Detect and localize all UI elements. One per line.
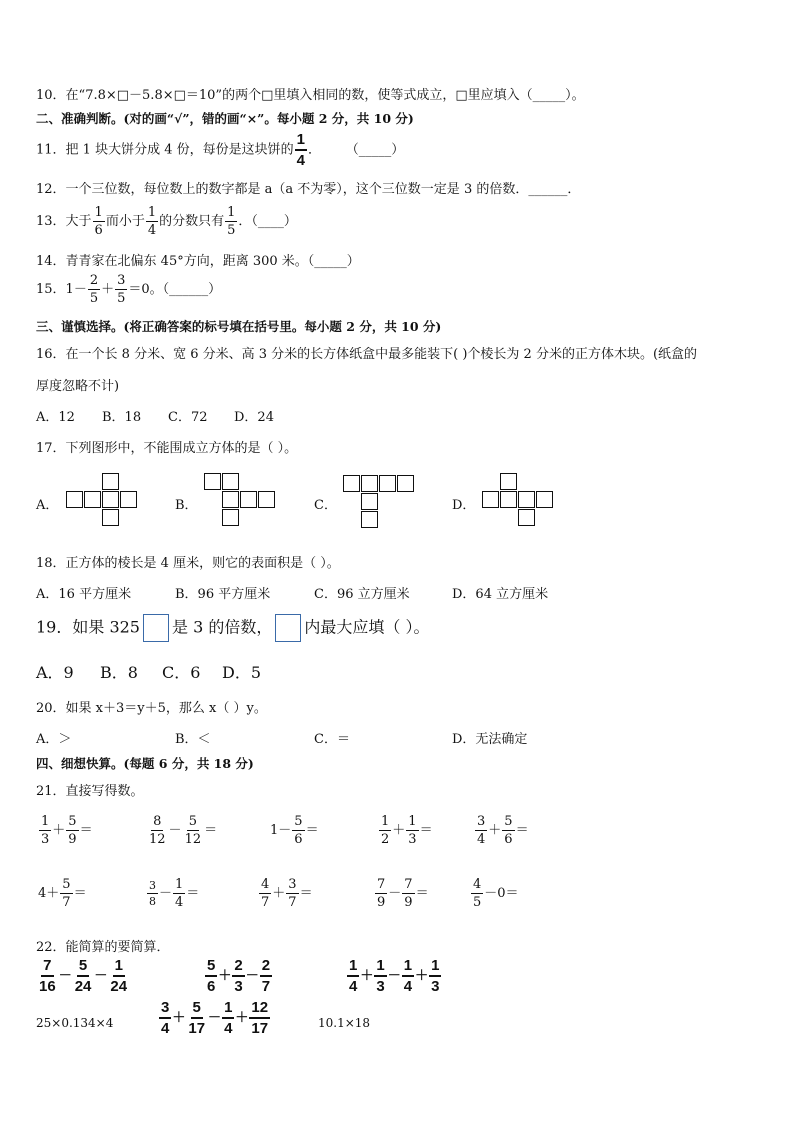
q13-fraction-3: $\frac{1}{5}$ — [227, 205, 236, 238]
question-16-line-2: 厚度忽略不计) — [36, 379, 120, 394]
q19-option-b[interactable]: B．8 — [100, 663, 138, 682]
question-10: 10．在“7.8×□－5.8×□＝10”的两个□里填入相同的数，使等式成立，□里应填入（_____）。 — [36, 88, 585, 103]
q22-expr-1: $\frac{7}{16}$ － $\frac{5}{24}$ － $\frac{1}{24}$ — [39, 957, 128, 995]
q21-expr-3: 1－ $\frac{5}{6}$ ＝ — [270, 814, 319, 847]
q15-fraction-1: $\frac{2}{5}$ — [89, 273, 99, 306]
q13-fraction-1: $\frac{1}{6}$ — [94, 205, 103, 238]
question-18: 18．正方体的棱长是 4 厘米，则它的表面积是（ ）。 — [36, 556, 340, 571]
q15-fraction-2: $\frac{3}{5}$ — [117, 273, 126, 306]
q21-expr-4: $\frac{1}{2}$ ＋ $\frac{1}{3}$ ＝ — [381, 814, 433, 847]
question-22: 22．能简算的要简算． — [36, 940, 170, 955]
q20-option-c[interactable]: C．＝ — [314, 732, 350, 747]
q13-answer-blank[interactable]: ．（____） — [238, 214, 297, 229]
q17-option-c[interactable]: C． — [314, 498, 337, 513]
q22-expr-5: $\frac{3}{4}$ ＋ $\frac{5}{17}$ － $\frac{1}{4}$ ＋ $\frac{12}{17}$ — [161, 999, 269, 1037]
q21-expr-6: 4＋ $\frac{5}{7}$ ＝ — [38, 877, 87, 910]
q21-expr-9: $\frac{7}{9}$ － $\frac{7}{9}$ ＝ — [377, 877, 429, 910]
q16-option-a[interactable]: A．12 — [36, 410, 75, 425]
q11-text: 11．把 1 块大饼分成 4 份，每份是这块饼的 — [36, 142, 294, 158]
section-3-heading: 三、谨慎选择。(将正确答案的标号填在括号里。每小题 2 分，共 10 分) — [36, 319, 442, 334]
q16-option-c[interactable]: C．72 — [168, 410, 208, 425]
q19-digit-box-1[interactable] — [143, 614, 169, 642]
q18-option-d[interactable]: D．64 立方厘米 — [452, 587, 549, 602]
q20-option-d[interactable]: D．无法确定 — [452, 732, 528, 747]
q19-option-d[interactable]: D．5 — [222, 663, 262, 682]
q21-expr-2: $\frac{8}{12}$ － $\frac{5}{12}$ ＝ — [149, 814, 218, 847]
q21-expr-5: $\frac{3}{4}$ ＋ $\frac{5}{6}$ ＝ — [477, 814, 529, 847]
q18-option-c[interactable]: C．96 立方厘米 — [314, 587, 410, 602]
q19-digit-box-2[interactable] — [275, 614, 301, 642]
question-16-line-1: 16．在一个长 8 分米、宽 6 分米、高 3 分米的长方体纸盒中最多能装下( )个棱长为 2 分米的正方体木块。(纸盒的 — [36, 347, 698, 362]
question-20: 20．如果 x＋3＝y＋5，那么 x（ ）y。 — [36, 701, 267, 716]
q18-option-a[interactable]: A．16 平方厘米 — [36, 587, 132, 602]
q15-answer-blank[interactable]: ＝0。（______） — [128, 282, 222, 297]
q22-expr-4: 25×0.134×4 — [36, 1016, 114, 1030]
q20-option-b[interactable]: B．＜ — [175, 732, 211, 747]
q21-expr-1: $\frac{1}{3}$ ＋ $\frac{5}{9}$ ＝ — [41, 814, 93, 847]
question-11: 11．把 1 块大饼分成 4 份，每份是这块饼的 $\frac{1}{4}$ ． （_____） — [36, 131, 405, 169]
question-19: 19．如果 325 是 3 的倍数， 内最大应填（ ）。 — [36, 614, 429, 642]
q22-expr-6: 10.1×18 — [318, 1016, 371, 1030]
q19-option-a[interactable]: A．9 — [36, 663, 74, 682]
q18-option-b[interactable]: B．96 平方厘米 — [175, 587, 271, 602]
q13-fraction-2: $\frac{1}{4}$ — [147, 205, 157, 238]
q11-fraction: $\frac{1}{4}$ — [296, 131, 305, 169]
question-17: 17．下列图形中，不能围成立方体的是（ ）。 — [36, 441, 298, 456]
question-12: 12．一个三位数，每位数上的数字都是 a（a 不为零），这个三位数一定是 3 的倍数．______． — [36, 182, 581, 197]
q19-option-c[interactable]: C．6 — [162, 663, 201, 682]
question-14: 14．青青家在北偏东 45°方向，距离 300 米。（_____） — [36, 254, 360, 269]
q17-option-a[interactable]: A． — [36, 498, 59, 513]
question-15: 15．1－ $\frac{2}{5}$ ＋ $\frac{3}{5}$ ＝0。（______） — [36, 273, 222, 306]
question-21: 21．直接写得数。 — [36, 784, 144, 799]
q21-expr-7: $\frac{3}{8}$ － $\frac{1}{4}$ ＝ — [149, 877, 200, 910]
question-13: 13．大于 $\frac{1}{6}$ 而小于 $\frac{1}{4}$ 的分数只有 $\frac{1}{5}$ ．（____） — [36, 205, 297, 238]
q16-option-b[interactable]: B．18 — [102, 410, 142, 425]
q16-option-d[interactable]: D．24 — [234, 410, 274, 425]
section-2-heading: 二、准确判断。(对的画“√”，错的画“×”。每小题 2 分，共 10 分) — [36, 111, 414, 126]
q21-expr-10: $\frac{4}{5}$ －0＝ — [473, 877, 519, 910]
q20-option-a[interactable]: A．＞ — [36, 732, 72, 747]
q22-expr-2: $\frac{5}{6}$ ＋ $\frac{2}{3}$ － $\frac{2}{7}$ — [207, 957, 271, 995]
q21-expr-8: $\frac{4}{7}$ ＋ $\frac{3}{7}$ ＝ — [261, 877, 313, 910]
q22-expr-3: $\frac{1}{4}$ ＋ $\frac{1}{3}$ － $\frac{1}{4}$ ＋ $\frac{1}{3}$ — [349, 957, 440, 995]
q11-answer-blank[interactable]: （_____） — [345, 142, 405, 158]
q17-option-b[interactable]: B． — [175, 498, 198, 513]
section-4-heading: 四、细想快算。(每题 6 分，共 18 分) — [36, 756, 254, 771]
q17-option-d[interactable]: D． — [452, 498, 476, 513]
